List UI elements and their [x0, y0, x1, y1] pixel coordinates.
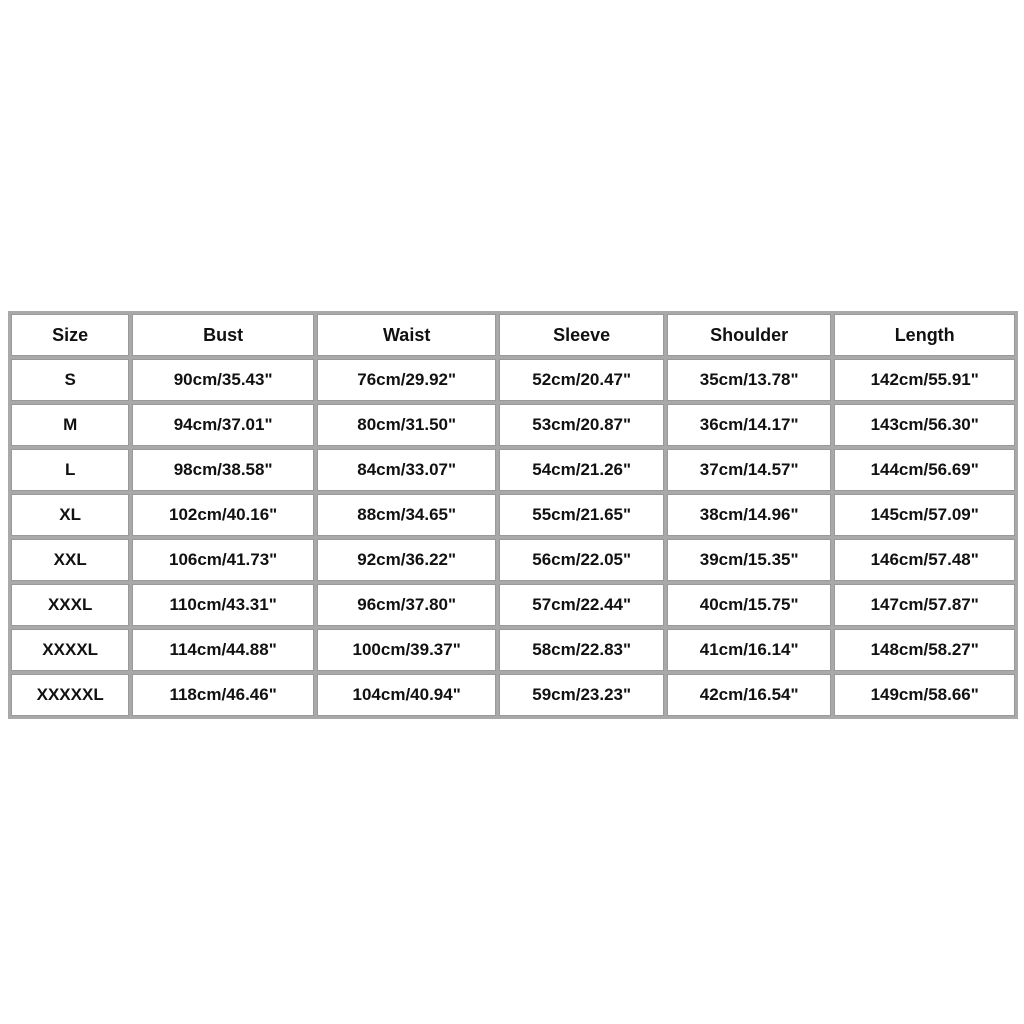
shoulder-cell: 36cm/14.17" [667, 404, 831, 446]
header-length: Length [834, 314, 1015, 356]
table-row [11, 674, 1015, 716]
shoulder-cell: 41cm/16.14" [667, 629, 831, 671]
bust-cell: 106cm/41.73" [132, 539, 314, 581]
table-row [11, 584, 1015, 626]
shoulder-cell: 35cm/13.78" [667, 359, 831, 401]
length-cell: 147cm/57.87" [834, 584, 1015, 626]
table-row [11, 404, 1015, 446]
length-cell: 146cm/57.48" [834, 539, 1015, 581]
waist-cell: 84cm/33.07" [317, 449, 497, 491]
header-waist: Waist [317, 314, 497, 356]
sleeve-cell: 56cm/22.05" [499, 539, 663, 581]
size-cell: XXXXXL [11, 674, 129, 716]
waist-cell: 80cm/31.50" [317, 404, 497, 446]
bust-cell: 94cm/37.01" [132, 404, 314, 446]
length-cell: 143cm/56.30" [834, 404, 1015, 446]
shoulder-cell: 39cm/15.35" [667, 539, 831, 581]
table-row [11, 449, 1015, 491]
bust-cell: 90cm/35.43" [132, 359, 314, 401]
size-chart-table [8, 311, 1018, 719]
sleeve-cell: 53cm/20.87" [499, 404, 663, 446]
shoulder-cell: 37cm/14.57" [667, 449, 831, 491]
bust-cell: 118cm/46.46" [132, 674, 314, 716]
waist-cell: 96cm/37.80" [317, 584, 497, 626]
bust-cell: 110cm/43.31" [132, 584, 314, 626]
sleeve-cell: 57cm/22.44" [499, 584, 663, 626]
table-row [11, 359, 1015, 401]
waist-cell: 76cm/29.92" [317, 359, 497, 401]
waist-cell: 92cm/36.22" [317, 539, 497, 581]
length-cell: 145cm/57.09" [834, 494, 1015, 536]
length-cell: 142cm/55.91" [834, 359, 1015, 401]
size-cell: XL [11, 494, 129, 536]
bust-cell: 114cm/44.88" [132, 629, 314, 671]
header-shoulder: Shoulder [667, 314, 831, 356]
shoulder-cell: 42cm/16.54" [667, 674, 831, 716]
bust-cell: 102cm/40.16" [132, 494, 314, 536]
size-cell: XXXXL [11, 629, 129, 671]
length-cell: 148cm/58.27" [834, 629, 1015, 671]
sleeve-cell: 52cm/20.47" [499, 359, 663, 401]
table-row [11, 539, 1015, 581]
size-cell: XXXL [11, 584, 129, 626]
sleeve-cell: 58cm/22.83" [499, 629, 663, 671]
waist-cell: 88cm/34.65" [317, 494, 497, 536]
table-row [11, 494, 1015, 536]
sleeve-cell: 54cm/21.26" [499, 449, 663, 491]
shoulder-cell: 38cm/14.96" [667, 494, 831, 536]
bust-cell: 98cm/38.58" [132, 449, 314, 491]
size-cell: L [11, 449, 129, 491]
length-cell: 149cm/58.66" [834, 674, 1015, 716]
size-cell: M [11, 404, 129, 446]
header-bust: Bust [132, 314, 314, 356]
table-row [11, 629, 1015, 671]
size-cell: S [11, 359, 129, 401]
size-cell: XXL [11, 539, 129, 581]
header-row [11, 314, 1015, 356]
length-cell: 144cm/56.69" [834, 449, 1015, 491]
waist-cell: 100cm/39.37" [317, 629, 497, 671]
sleeve-cell: 59cm/23.23" [499, 674, 663, 716]
shoulder-cell: 40cm/15.75" [667, 584, 831, 626]
header-sleeve: Sleeve [499, 314, 663, 356]
waist-cell: 104cm/40.94" [317, 674, 497, 716]
header-size: Size [11, 314, 129, 356]
sleeve-cell: 55cm/21.65" [499, 494, 663, 536]
